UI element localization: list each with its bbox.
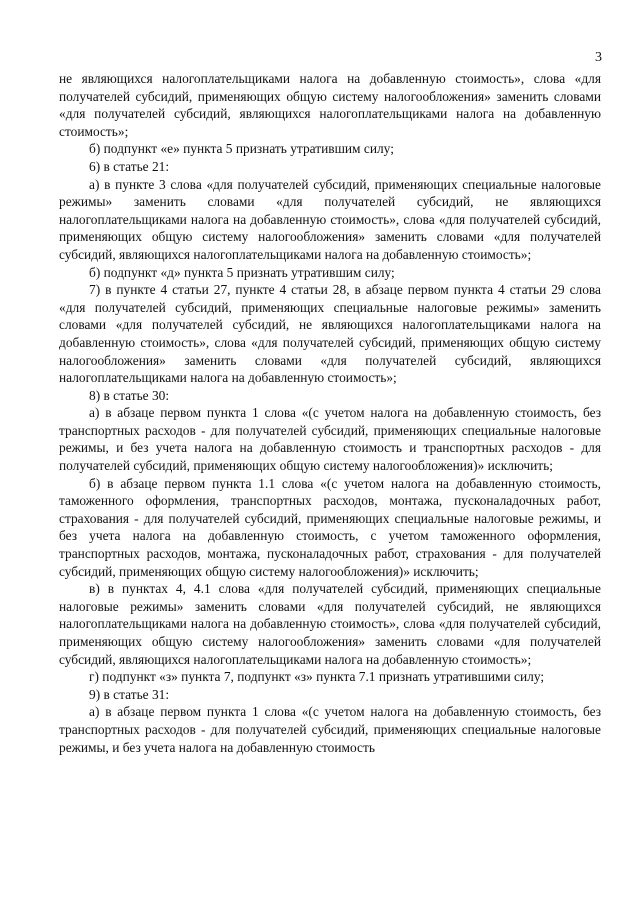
paragraph-item-9: 9) в статье 31:: [89, 686, 170, 702]
paragraph-item-b: б) в абзаце первом пункта 1.1 слова «(с учетом налога на добавленную стоимость, таможенного оформления, транспортных расходов, монтажа, пусконаладочных работ, страхования - для получателей субсидий, применяющих специальные налоговые режимы, и без учета налога на добавленную стоимость, с учетом таможенного оформления, транспортных расходов, монтажа, пусконаладочных работ, страхования - для получателей субсидий, применяющих общую систему налогообложения)» исключить;: [59, 475, 601, 579]
paragraph-continuation: не являющихся налогоплательщиками налога на добавленную стоимость», слова «для получателей субсидий, применяющих общую систему налогообложения» заменить словами «для получателей субсидий, являющихся налогоплательщиками налога на добавленную стоимость»;: [59, 71, 601, 139]
paragraph-item-a: а) в пункте 3 слова «для получателей субсидий, применяющих специальные налоговые режимы» заменить словами «для получателей субсидий, не являющихся налогоплательщиками налога на добавленную стоимость», слова «для получателей субсидий, применяющих общую систему налогообложения» заменить словами «для получателей субсидий, являющихся налогоплательщиками налога на добавленную стоимость»;: [59, 176, 601, 262]
page-number: 3: [595, 50, 602, 65]
paragraph-item-6: 6) в статье 21:: [89, 158, 170, 174]
paragraph-item-a: а) в абзаце первом пункта 1 слова «(с учетом налога на добавленную стоимость, без транспортных расходов - для получателей субсидий, применяющих специальные налоговые режимы, и без учета налога на добавленную стоимость и транспортных расходов - для получателей субсидий, применяющих общую систему налогообложения)» исключить;: [59, 405, 601, 474]
paragraph-item-7: 7) в пункте 4 статьи 27, пункте 4 статьи 28, в абзаце первом пункта 4 статьи 29 слова «для получателей субсидий, применяющих специальные налоговые режимы» заменить словами «для получателей субсидий, не являющихся налогоплательщиками налога на добавленную стоимость», слова «для получателей субсидий, применяющих общую систему налогообложения» заменить словами «для получателей субсидий, являющихся налогоплательщиками налога на добавленную стоимость»;: [59, 282, 601, 386]
document-body: [59, 70, 601, 756]
paragraph-item-v: в) в пунктах 4, 4.1 слова «для получателей субсидий, применяющих специальные налоговые режимы» заменить словами «для получателей субсидий, не являющихся налогоплательщиками налога на добавленную стоимость», слова «для получателей субсидий, применяющих общую систему налогообложения» заменить словами «для получателей субсидий, являющихся налогоплательщиками налога на добавленную стоимость»;: [59, 581, 601, 667]
paragraph-item-a: а) в абзаце первом пункта 1 слова «(с учетом налога на добавленную стоимость, без транспортных расходов - для получателей субсидий, применяющих специальные налоговые режимы, и без учета налога на добавленную стоимость: [59, 704, 601, 755]
paragraph-item-8: 8) в статье 30:: [89, 387, 170, 403]
paragraph-item-b: б) подпункт «е» пункта 5 признать утратившим силу;: [89, 141, 394, 157]
paragraph-item-g: г) подпункт «з» пункта 7, подпункт «з» пункта 7.1 признать утратившими силу;: [89, 669, 545, 685]
paragraph-item-b: б) подпункт «д» пункта 5 признать утратившим силу;: [89, 264, 395, 280]
